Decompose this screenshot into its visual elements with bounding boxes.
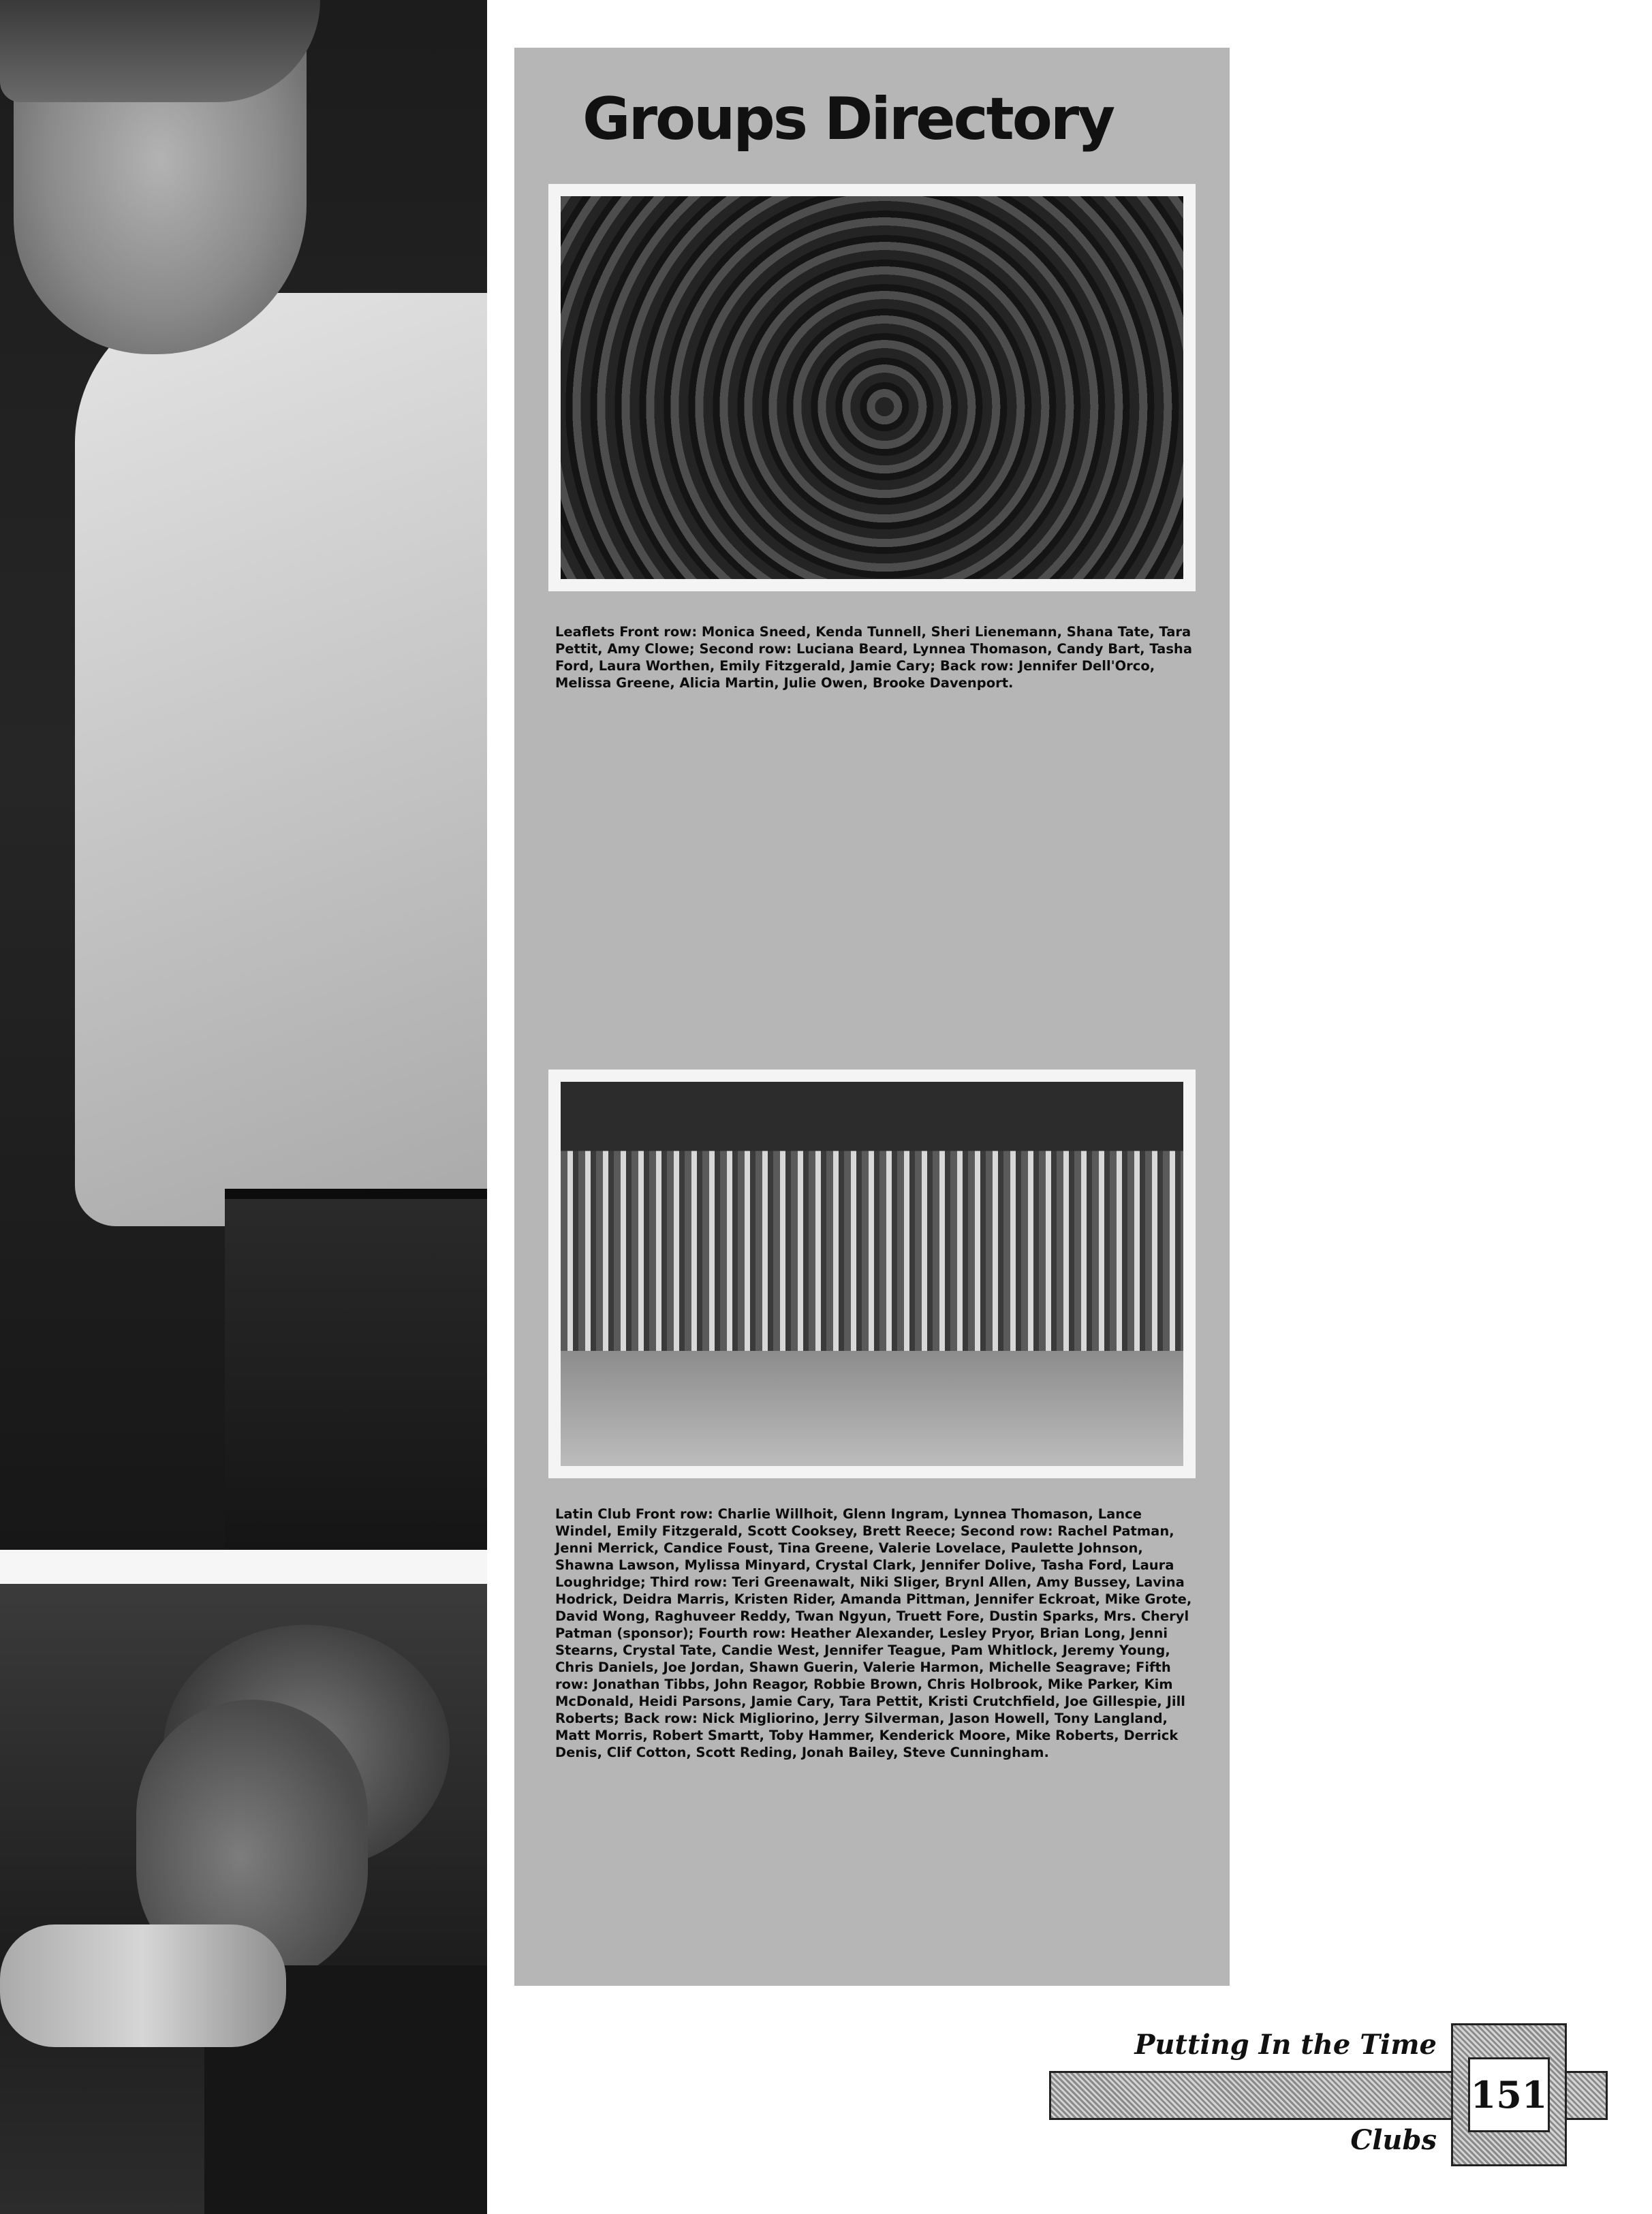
latin-club-caption: Latin Club Front row: Charlie Willhoit, Glenn Ingram, Lynnea Thomason, Lance Windel, Emily Fitzgerald, Scott Cooksey, Brett Reece; Second row: Rachel Patman, Jenni Merrick, Candice Foust, Tina Greene, Valerie Lovelace, Paulette Johnson, Shawna Lawson, Mylissa Minyard, Crystal Clark, Jennifer Dolive, Tasha Ford, Laura Loughridge; Third row: Teri Greenawalt, Niki Sliger, Brynl Allen, Amy Bussey, Lavina Hodrick, Deidra Marris, Kristen Rider, Amanda Pittman, Jennifer Eckroat, Mike Grote, David Wong, Raghuveer Reddy, Twan Ngyun, Truett Fore, Dustin Sparks, Mrs. Cheryl Patman (sponsor); Fourth row: Heather Alexander, Lesley Pryor, Brian Long, Jenni Stearns, Crystal Tate, Candie West, Jennifer Teague, Pam Whitlock, Jeremy Young, Chris Daniels, Joe Jordan, Shawn Guerin, Valerie Harmon, Michelle Seagrave; Fifth row: Jonathan Tibbs, John Reagor, Robbie Brown, Chris Holbrook, Mike Parker, Kim McDonald, Heidi Parsons, Jamie Cary, Tara Pettit, Kristi Crutchfield, Joe Gillespie, Jill Roberts; Back row: Nick Migliorino, Jerry Silverman, Jason Howell, Tony Langland, Matt Morris, Robert Smartt, Toby Hammer, Kenderick Moore, Mike Roberts, Derrick Denis, Clif Cotton, Scott Reding, Jonah Bailey, Steve Cunningham. [555, 1506, 1192, 1760]
page-title: Groups Directory [582, 85, 1114, 153]
leaflets-caption: Leaflets Front row: Monica Sneed, Kenda Tunnell, Sheri Lienemann, Shana Tate, Tara Pettit, Amy Clowe; Second row: Luciana Beard, Lynnea Thomason, Candy Bart, Tasha Ford, Laura Worthen, Emily Fitzgerald, Jamie Cary; Back row: Jennifer Dell'Orco, Melissa Greene, Alicia Martin, Julie Owen, Brooke Davenport. [555, 624, 1192, 691]
student-portrait-photo [0, 0, 487, 1550]
section-subtitle: Clubs [1350, 2124, 1437, 2156]
latin-club-group-photo [548, 1070, 1196, 1478]
section-title: Putting In the Time [1134, 2029, 1437, 2061]
page-number: 151 [1468, 2057, 1550, 2132]
groups-directory-panel [514, 48, 1230, 1986]
violinist-photo [0, 1584, 487, 2214]
leaflets-group-photo [548, 184, 1196, 591]
